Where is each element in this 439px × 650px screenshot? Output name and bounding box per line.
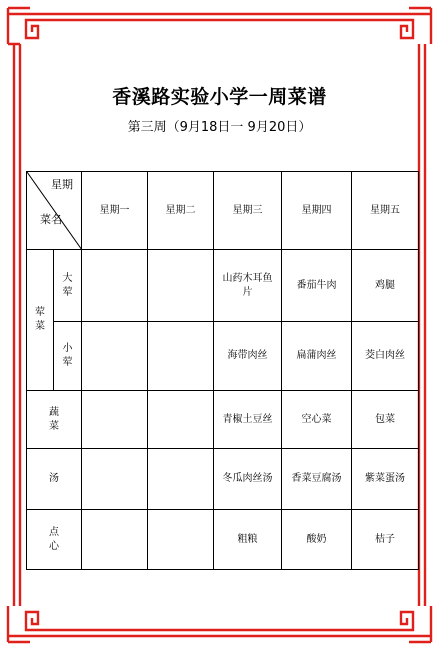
small-meat-row [27,322,419,391]
page-title: 香溪路实验小学一周菜谱 [112,86,327,108]
day-header: 星期四 [282,172,352,250]
dish-cell: 酸奶 [282,510,352,570]
day-header: 星期一 [82,172,148,250]
dish-cell: 冬瓜肉丝汤 [214,449,282,510]
dish-cell: 包菜 [352,391,419,449]
header-row [27,172,419,250]
corner-dish-label: 菜名 [40,213,62,226]
big-meat-row [27,250,419,322]
dish-cell [148,250,214,322]
dish-cell: 青椒土豆丝 [214,391,282,449]
day-header: 星期三 [214,172,282,250]
dish-cell: 海带肉丝 [214,322,282,391]
day-header: 星期五 [352,172,419,250]
corner-header-cell [27,172,82,250]
day-header: 星期二 [148,172,214,250]
snack-row [27,510,419,570]
dish-cell [82,250,148,322]
menu-table [26,171,419,570]
category-vegetable: 蔬菜 [27,391,82,449]
dish-cell: 茭白肉丝 [352,322,419,391]
dish-cell [82,391,148,449]
dish-cell: 山药木耳鱼片 [214,250,282,322]
dish-cell [148,322,214,391]
dish-cell [82,322,148,391]
dish-cell [148,510,214,570]
category-small-meat: 小荤 [54,322,82,391]
dish-cell: 空心菜 [282,391,352,449]
dish-cell: 扁蒲肉丝 [282,322,352,391]
soup-row [27,449,419,510]
dish-cell: 紫菜蛋汤 [352,449,419,510]
category-meat: 荤菜 [27,250,54,391]
dish-cell [82,449,148,510]
dish-cell: 鸡腿 [352,250,419,322]
category-big-meat: 大荤 [54,250,82,322]
dish-cell [82,510,148,570]
category-snack: 点心 [27,510,82,570]
dish-cell: 粗粮 [214,510,282,570]
page-subtitle: 第三周（9月18日一 9月20日） [127,120,312,135]
vegetable-row [27,391,419,449]
category-soup: 汤 [27,449,82,510]
dish-cell: 香菜豆腐汤 [282,449,352,510]
dish-cell: 番茄牛肉 [282,250,352,322]
dish-cell [148,449,214,510]
corner-day-label: 星期 [51,178,73,191]
dish-cell [148,391,214,449]
dish-cell: 桔子 [352,510,419,570]
